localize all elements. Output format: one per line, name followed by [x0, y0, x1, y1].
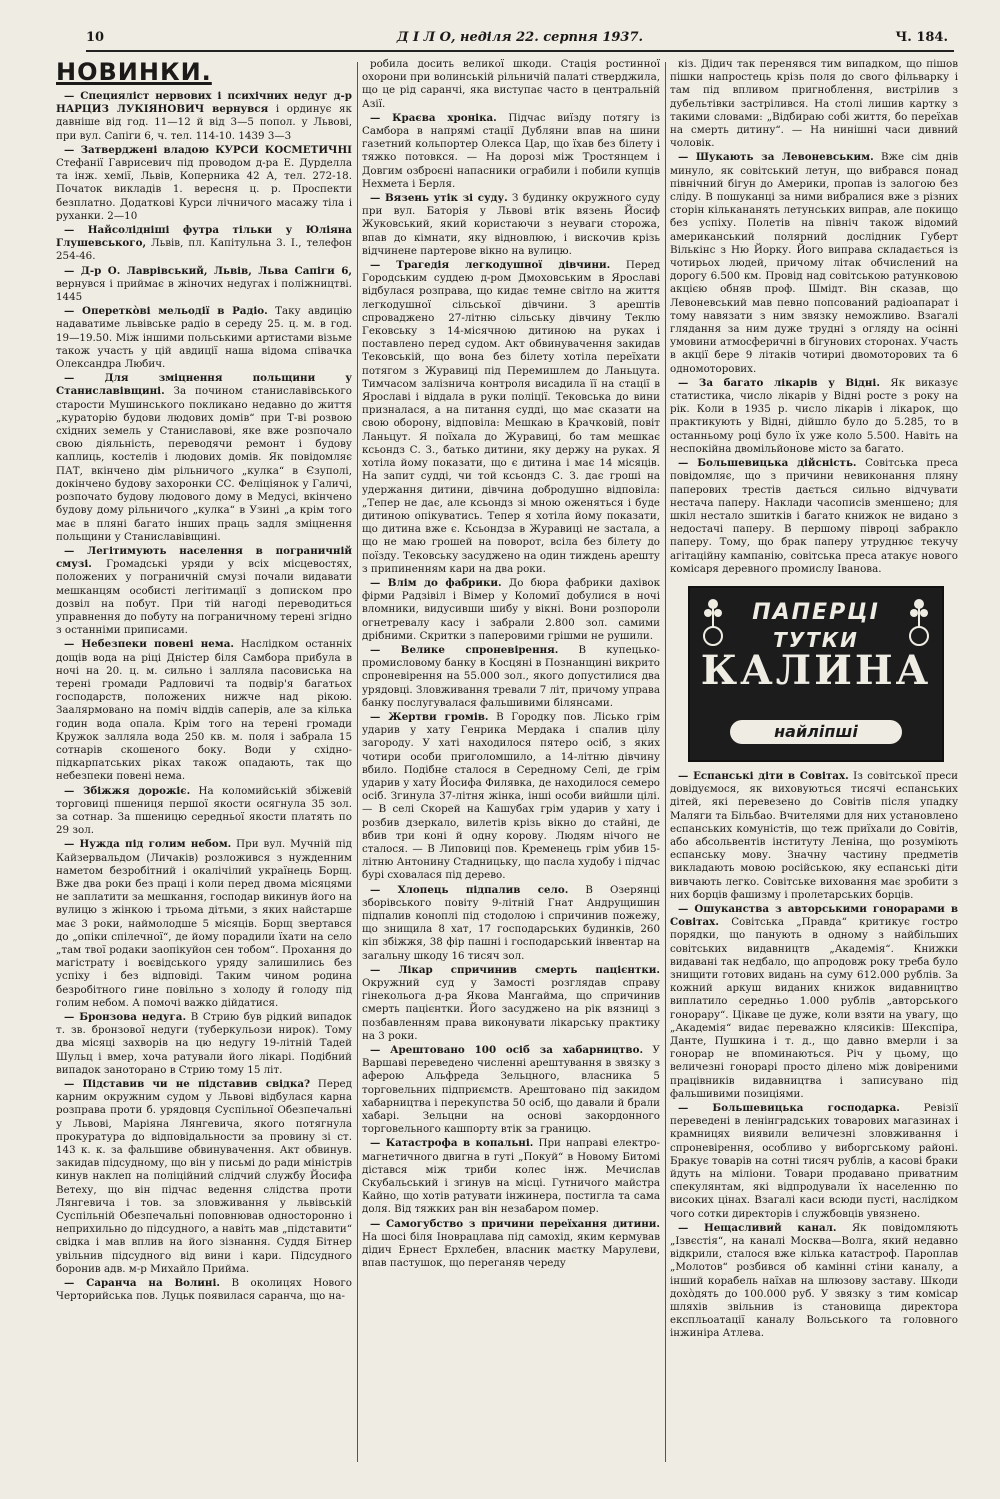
news-item-headline: — Велике спроневірення. — [370, 643, 559, 656]
section-title: НОВИНКИ. — [56, 58, 212, 86]
column-2-articles — [362, 58, 660, 1270]
news-item — [362, 577, 660, 643]
news-item-headline: — Арештовано 100 осіб за хабарництво. — [370, 1044, 644, 1057]
news-item — [362, 259, 660, 576]
news-item-body: Як повідомляють „Ізвєстія“, на каналі Москва—Волга, який недавно відкрили, сталося вже кілька катастроф. Пароплав „Молотов“ розбився об камінні стіни каналу, а інший корабель наїхав на шлюзову заставу. Шкоди дохо̀дять до 100.000 руб. У звязку з тим комісар шляхів звільнив із становища директора експльоатації каналу Вольського та головного інжиніра Атлева. — [670, 1221, 958, 1340]
news-item-body: Совітська „Правда“ критикує гостро порядки, що панують в одному з найбільших совітських видавництв „Академія“. Книжки видавані так недбало, що апродовж року треба було знищити готових видань на суму 612.000 рублів. За кожний аркуш виданих книжок видавництво виплатило середньо 1.000 рублів „авторського гонорару“. Цікаве це дуже, коли взяти на увагу, що „Академія“ видає переважно клясиків: Шекспіра, Данте, Пушкина і т. д., що давно вмерли і за гонорар не впоминаються. Річ у цьому, що величезні гонорарі просто ділено між довіреними працівників видавництва і записувано під фальшивими позиціями. — [670, 916, 958, 1100]
news-item-headline: — Специяліст нервових і психічних недуг д-р НАРЦИЗ ЛУКІЯНОВИЧ вернувся — [56, 90, 352, 116]
news-item-headline: — Самогубство з причини переїхання дитини. — [370, 1217, 660, 1230]
column-1 — [56, 58, 352, 1488]
news-item-body: В околицях Нового Черторийська пов. Луцьк появилася саранча, що на- — [56, 1277, 352, 1303]
news-item — [670, 58, 958, 150]
news-item-headline: — За багато лікарів у Відні. — [678, 376, 880, 389]
news-item-headline: — Хлопець підпалив село. — [370, 883, 569, 896]
news-item-body: З будинку окружного суду при вул. Баторія у Львові втік вязень Йосиф Жуковський, який користаючи з неуваги сторожа, впав до кімнати, яку відновлюю, і вискочив крізь відчинене партерове вікно на вулицю. — [362, 192, 660, 257]
news-item-body: При направі електро-магнетичного двигна в гуті „Покуй“ в Новому Битомі дістався між триби колес інж. Мечислав Скубальський і згинув на місці. Гутничого майстра Кайно, що хотів ратувати інжинера, постигла та сама доля. Від тяжких ран він незабаром помер. — [362, 1137, 660, 1216]
news-item — [670, 1222, 958, 1341]
column-divider — [357, 62, 358, 1462]
issue-number: Ч. 184. — [895, 30, 948, 45]
news-item — [362, 644, 660, 710]
column-divider — [665, 62, 666, 1462]
news-item-headline: — Нещасливий канал. — [678, 1221, 837, 1234]
news-item — [56, 305, 352, 371]
news-item — [362, 58, 660, 111]
news-item-body: Стефанії Гаврисевич під проводом д-ра Е. Дурделла та інж. хемії, Львів, Коперника 42 А, тел. 272-18. Початок викладів 1. вересня ц. р. Проспекти безплатно. Додаткові Курси лічничого масажу тіла і руханки. 2—10 — [56, 157, 352, 222]
column-3-articles-top — [670, 58, 958, 576]
news-item-headline: — Лікар спричинив смерть пацієнтки. — [370, 963, 660, 976]
news-item-body: кіз. Дідич так перенявся тим випадком, що пішов пішки напростець крізь поля до свого фільварку і там під впливом пригноблення, вистрілив з дубельтівки застрілився. На столі лишив картку з такими словами: „Відбираю собі життя, бо переїхав на смерть дитину“. — На нинішні часи дивний чоловік. — [670, 58, 958, 150]
news-item — [56, 838, 352, 1010]
news-item — [362, 192, 660, 258]
news-item-body: Підчас виїзду потягу із Самбора в напрямі стації Дубляни впав на шини газетний кольпортер Олекса Цар, що їхав без білету і тяжко потовкся. — На дорозі між Тростянцем і Довгим озброєні напасники ограбили і побили купців Нехмета і Берля. — [362, 111, 660, 190]
masthead-title: Д І Л О, неділя 22. серпня 1937. — [396, 30, 644, 45]
news-item-body: В Озерянці зборівського повіту 9-літній Гнат Андрущишин підпалив коноплі під стодолою і спричинив пожежу, що знищила 8 хат, 17 господарських будинків, 260 кіп збіжжя, 38 фір пашні і господарський інвентар на загальну шкоду 16 тисяч зол. — [362, 883, 660, 962]
news-item — [362, 884, 660, 963]
column-2 — [362, 58, 660, 1488]
news-item-headline: — Найсолідніші футра тільки у Юліяна Глушевського, — [56, 224, 352, 250]
ad-line-2: ТУТКИ — [773, 627, 859, 652]
news-item-body: Ревізії переведені в ленінградських товарових магазинах і крамницях виявили величезні зловживання і спроневірення, особливо у виборгському районі. Бракує товарів на сотні тисяч рублів, а касові браки йдуть на міліони. Товари продавано приватним спекулянтам, які відпродували їх населенню по високих цінах. Взагалі каси всюди пусті, наслідком чого сотки директорів і службовців увязнено. — [670, 1102, 958, 1220]
news-item — [56, 1277, 352, 1303]
news-item — [362, 1218, 660, 1271]
news-item-headline: — Большевицька господарка. — [678, 1102, 900, 1114]
news-item-body: Перед карним окружним судом у Львові відбулася карна розправа проти б. урядовця Суспільної Обезпечальні у Львові, Маріяна Лянгевича, якого потягнула прокуратура до відповідальности за провину зі ст. 143 к. к. за фальшиве обвинувачення. Акт обвинув. закидав підсудному, що він у письмі до ради міністрів кинув наклеп на поліційний слідчий службу Йосифа Ветеху, що він підчас ведення слідства проти Лянгевича і тов. за зловживання у львівській Суспільній Обезпечальні поповнював односторонно і неприхильно до підсудного, а навіть мав „підставити“ свідка і мав вплив на його зізнання. Суддя Бітнер увільнив підсудного від вини і кари. Підсудного боронив адв. м-р Михайло Прийма. — [56, 1078, 352, 1275]
news-item — [670, 1102, 958, 1221]
news-item-headline: — Жертви громів. — [370, 710, 489, 723]
news-item — [670, 903, 958, 1101]
news-item-body: На коломийській збіжевій торговиці пшениця першої якости осягнула 35 зол. за сотнар. За пшеницю середньої якости платять по 29 зол. — [56, 784, 352, 837]
news-item-headline: — Шукають за Левоневським. — [678, 151, 874, 164]
news-item-body: і ординує як давніше від год. 11—12 й від 3—5 попол. у Львові, при вул. Сапіги 6, ч. тел. 114-10. 1439 3—3 — [56, 103, 352, 142]
news-item — [56, 1011, 352, 1077]
kalyna-advertisement — [688, 586, 944, 762]
news-item — [362, 711, 660, 883]
news-item-body: Перед Городським суддею д-ром Дмоховським в Ярославі відбулася розправа, що кидає темне світло на життя легкодушної сільської дівчини. З арештів спроваджено 27-літню сільську дівчину Теклю Гековську з 14-місячною дитиною на руках і поставлено перед судом. Акт обвинувачення закидав Тековській, що вона без білету хотіла переїхати потягом з Журавиці під Перемишлем до Ланьцута. Тимчасом залізнича контроля висадила її на стації в Ярославі і віддала в руки поліції. Тековська до вини призналася, а на питання судді, що має сказати на свою оборону, відповіла: Мешкаю в Крачковій, повіт Ланьцут. Я поїхала до Журавиці, бо там мешкає ксьондз С. З., батько дитини, яку держу на руках. Я хотіла йому показати, що є дитина і має 14 місяців. На запит судді, чи той ксьондз С. З. дає гроші на удержання дитини, дівчина добродушно відповіла: „Тепер не дає, але ксьондз зі мною оженяться і буде дитиною опікуватись. Тепер я хотіла йому показати, що дитина вже є. Ксьондза в Журавиці не застала, а що не маю грошей на поворот, всіла без білету до поїзду. Тековську засуджено на один тиждень арешту з припиненням кари на два роки. — [362, 259, 660, 575]
news-item — [56, 638, 352, 783]
news-item — [56, 144, 352, 223]
news-item-headline: — Бронзова недуга. — [64, 1011, 187, 1024]
news-item — [56, 785, 352, 838]
column-3 — [670, 58, 958, 1488]
column-1-articles — [56, 90, 352, 1303]
news-item-headline: — Саранча на Волині. — [64, 1277, 220, 1290]
news-item-headline: — Краєва хроніка. — [370, 111, 497, 124]
news-item-headline: — Вязень утік зі суду. — [370, 192, 508, 205]
news-item-body: При вул. Мучній під Кайзервальдом (Личаків) розложився з нужденним наметом безробітний і окалічілий українець Борщ. Вже два роки без праці і коли перед двома місяцями не заплатити за мешкання, господар викинув його на вулицю з жінкою і трьома дітьми, з яких найстарше має 3 роки, наймолодше 5 місяців. Борщ звертався до „опіки спілечної“, де йому порадили їхати на село „там твої родаки заопікуйон сен тобом“. Прохання до магістрату і воєвідського уряду залишились без успіху і без відповіді. Таким чином родина безробітного гине повільно з холоду й голоду під голим небом. А помочі важко дійдатися. — [56, 838, 352, 1009]
news-item-body: До бюра фабрики дахівок фірми Радзівіл і Вімер у Коломиї добулися в ночі вломники, видусивши шибу у вікні. Вони розпороли огнетревалу касу і забрали 2.800 зол. самими дрібними. Скритки з паперовими грішми не рушили. — [362, 576, 660, 642]
news-item-body: Львів, пл. Капітульна 3. І., телефон 254-46. — [56, 237, 352, 263]
ad-line-1: ПАПЕРЦІ — [752, 599, 880, 625]
news-item-body: Як виказує статистика, число лікарів у Відні росте з року на рік. Коли в 1935 р. число лікарів і лікарок, що практикують у Відні, дійшло було до 5.285, то в останньому році було їх уже коло 5.500. Навіть на неспокійна двомільйонове місто за багато. — [670, 376, 958, 455]
news-item-body: На шосі біля Іноврацлава під самохід, яким кермував дідич Ернест Ерхлебен, власник маєтку Марулеви, впав пастушок, що переганяв череду — [362, 1230, 660, 1270]
news-item — [670, 377, 958, 456]
news-item-body: вернувся і приймає в жіночих недугах і поліжництві. 1445 — [56, 277, 352, 304]
news-item-body: Вже сім днів минуло, як совітський летун, що вибрався понад північний бігун до Америки, пропав із залогою без сліду. В пошуканці за ними вибралися вже з різних сторін кількананять летунських виправ, але покищо без успіху. Полетів на північ також відомий американський полярний дослідник Губерт Вількінс з Ню Йорку. Його виправа складається із чотирьох людей, причому літак обчислений на дорогу 6.500 км. Провід над совітською ратунковою акцією обняв проф. Шмідт. Він сказав, що Левоневський мав певно попсований радіоапарат і тому навязати з ним звязку неможливо. Взагалі глядання за ним дуже трудні з огляду на осінні умовини атмосферичні в бігунових сторонах. Участь в акції бере 9 літаків чотириі двомоторових та 6 одномоторових. — [670, 151, 958, 375]
news-item-headline: — Небезпеки повені нема. — [64, 638, 234, 651]
news-item-body: Із совітської преси довідуємося, як виховуються тисячі еспанських дітей, які перевезено до Совітів після упадку Маляги та Більбао. Вчителями для них установлено еспанських комуністів, що теж приїхали до Совітів, або абсольвентів інституту Леніна, що розуміють еспанську мову. Значну частину предметів викладають мовою російською, яку еспанські діти вивчають легко. Совітське виховання має зробити з них борців фашизму і пролетарських борців. — [670, 769, 958, 901]
news-item-headline: — Нужда під голим небом. — [64, 838, 232, 851]
news-item — [670, 151, 958, 375]
news-item — [362, 1137, 660, 1216]
news-item-body: У Варшаві переведено численні арештування в звязку з аферою Альфреда Зельцного, власника 5 торговельних підприємств. Арештовано під закидом хабарництва і перекупства 50 осіб, що давали й брали хабарі. Зельцни на основі закордонного торговельного кашпорту втік за границю. — [362, 1044, 660, 1136]
news-item-headline: — Д-р О. Лаврівський, Львів, Льва Сапіги 6, — [64, 264, 352, 277]
news-item — [56, 545, 352, 637]
news-item-headline: — Большевицька дійсність. — [678, 457, 857, 470]
news-item — [362, 964, 660, 1043]
news-item-body: Наслідком останніх дощів вода на ріці Дністер біля Самбора прибула в ночі на 20. ц. м. сильно і залляла пасовиська на терені громади Радловичі та подвір'я багатьох господарств, положених нижче над рікою. Заалярмовано на поміч віддів саперів, але за кілька годин вода опала. Крім того на терені громади Кружок залляла вода 250 кв. м. поля і забрала 15 сотнарів скошеного боку. Води у східно-підкарпатських ріках також опадають, так що небезпеки повені нема. — [56, 638, 352, 783]
news-item — [362, 1044, 660, 1136]
news-item-headline: — Влім до фабрики. — [370, 576, 502, 589]
column-3-articles-bottom — [670, 770, 958, 1341]
news-item-body: За почином станиславівського старости Мушинського покликано недавно до життя „кураторію будови людових домів“ при Т-ві розвою східних земель у Станиславові, яке вже розпочало свою діяльність, переводячи ремонт і будову каплиць, костелів і людових домів. Як повідомляє ПАТ, вкінчено дім рільничого „кулка“ в Єзуполі, докінчено будову захоронки СС. Феліціянок у Галичі, розпочато будову людового дому в Медусі, вкінчено будову дому рільничого „кулка“ в Узині „а крім того має в пляні багато інших праць задля зміцнення польщини у Станиславівщині. — [56, 385, 352, 543]
ad-slogan: найліпші — [730, 720, 902, 744]
news-item-body: Таку авдицію надаватиме львівське радіо в середу 25. ц. м. в год. 19—19.50. Між іншими польськими артистами візьме також участь у цій авдиції наша відома співачка Олександра Любич. — [56, 305, 352, 371]
page-number: 10 — [86, 30, 105, 45]
news-item — [362, 112, 660, 191]
news-item — [56, 1078, 352, 1276]
news-item-headline: — Підставив чи не підставив свідка? — [64, 1078, 311, 1091]
news-item-body: Громадські уряди у всіх місцевостях, положених у пограничній смузі почали видавати мешканцям особисті легітимації з дописком про дозвіл на побут. При тій нагоді переводиться управнення до побуту на пограничному терені згідно з останніми приписами. — [56, 558, 352, 637]
news-item-body: В Городку пов. Лісько грім ударив у хату Генрика Мердака і спалив цілу загороду. У хаті находилося пятеро осіб, з яких чотири особи приголомшило, а 14-літню дівчину вбило. Подібне сталося в Середному Селі, де грім ударив у хату Йосифа Филявка, де находилося семеро осіб. Згинула 37-літня жінка, інші особи вийшли цілі. — В селі Скорей на Кашубах грім ударив у хату і розбив дзеркало, вилетів крізь вікно до стайні, де вбив три коні й одну корову. Людям нічого не сталося. — В Липовиці пов. Кременець грім убив 15-літню Антонину Стадницьку, що пасла худобу і підчас бурі сховалася під дерево. — [362, 710, 660, 882]
news-item — [56, 90, 352, 143]
news-item-body: Окружний суд у Замості розглядав справу гінекольога д-ра Якова Мангайма, що спричинив смерть пацієнтки. Його засуджено на рік вязниці з позбавленням права виконувати лікарську практику на 3 роки. — [362, 977, 660, 1042]
news-item-headline: — Трагедія легкодушної дівчини. — [370, 259, 611, 272]
news-item-headline: — Оперетко̀ві мельодії в Радіо. — [64, 305, 268, 318]
page-header — [86, 28, 954, 52]
news-item-body: Совітська преса повідомляє, що з причини невиконання пляну паперових трестів дається сильно відчувати нестача паперу. Наклади часописів зменшено; для шкіл нестало зшитків і багато книжок не видано з недостачі паперу. В першому півроці забракло паперу. Тому, що брак паперу утруднює текучу агітаційну кампанію, совітська преса атакує нового комісаря деревного промислу Іванова. — [670, 457, 958, 575]
news-item — [670, 457, 958, 576]
news-item-headline: — Еспанські діти в Совітах. — [678, 769, 849, 782]
ad-brand: КАЛИНА — [700, 646, 932, 694]
news-item — [56, 265, 352, 305]
news-item-headline: — Для зміцнення польщини у Станиславівщині. — [56, 372, 352, 398]
news-item-headline: — Легітимують населення в пограничній смузі. — [56, 544, 352, 571]
news-item — [56, 372, 352, 544]
news-item-headline: — Катастрофа в копальні. — [370, 1137, 534, 1150]
news-item-headline: — Затверджені владою КУРСИ КОСМЕТИЧНІ — [64, 143, 352, 156]
news-item-headline: — Ошуканства з авторськими гонорарами в Совітах. — [670, 902, 958, 929]
news-item — [670, 770, 958, 902]
news-item — [56, 224, 352, 264]
news-item-body: робила досить великої шкоди. Стація ростинної охорони при волинській рільничій палаті стверджила, що це рід саранчі, яка виступає часто в центральній Азії. — [362, 58, 660, 110]
news-item-body: В купецько-промисловому банку в Косцяні в Познанщині викрито спроневірення на 55.000 зол., якого допустилися два урядовці. Зловживання тревали 7 літ, причому управа банку послугувалася фальшивими білянсами. — [362, 643, 660, 709]
news-item-body: В Стрию був рідкий випадок т. зв. бронзової недуги (туберкульози нирок). Тому два місяці захворів на цю недугу 19-літній Тадей Шульц і вмер, хоча ратували його лікарі. Подібний випадок заноторано в Стрию тому 15 літ. — [56, 1011, 352, 1076]
news-item-headline: — Збіжжя дорожіє. — [64, 784, 191, 797]
